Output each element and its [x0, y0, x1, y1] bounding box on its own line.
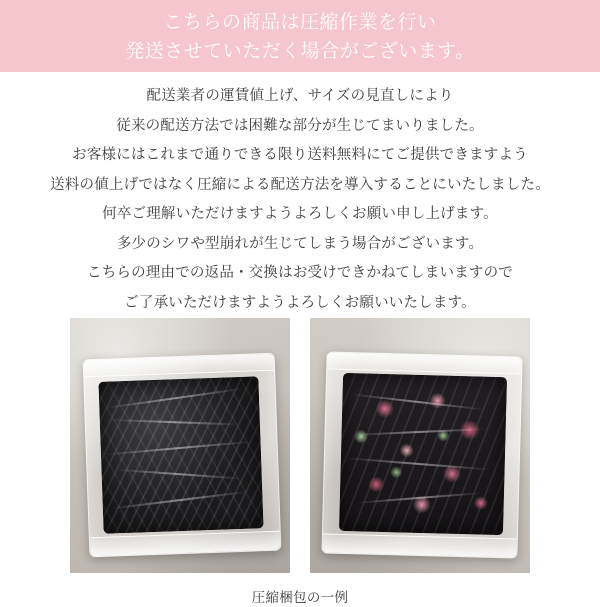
photo-caption: 圧縮梱包の一例: [251, 590, 349, 605]
bag-seal-bottom-left: [90, 531, 281, 557]
wrinkle: [347, 457, 491, 470]
photo-caption-wrap: [0, 586, 600, 607]
header-line-1: こちらの商品は圧縮作業を行い: [163, 12, 437, 33]
notice-line-6: 多少のシワや型崩れが生じてしまう場合がございます。: [116, 235, 484, 252]
wrinkle: [106, 387, 245, 408]
bag-seal-top-left: [84, 354, 274, 378]
photo-row: [0, 318, 600, 573]
wrinkle: [351, 393, 484, 410]
floral-garment: [339, 373, 507, 535]
wrinkle: [105, 441, 253, 456]
notice-line-1: 配送業者の運賃値上げ、サイズの見直しにより: [146, 88, 454, 104]
wrinkle: [356, 492, 482, 504]
notice-line-4: 送料の値上げではなく圧縮による配送方法を導入することにいたしました。: [50, 176, 550, 193]
notice-line-3: お客様にはこれまで通りできる限り送料無料にてご提供できますよう: [72, 147, 528, 163]
bag-seal-bottom-right: [322, 533, 516, 557]
wrinkle: [110, 419, 240, 426]
notice-line-8: ご了承いただけますようよろしくお願いいたします。: [124, 294, 476, 311]
notice-body: [0, 82, 600, 318]
vacuum-bag-left: [83, 353, 282, 558]
wrinkle: [111, 491, 248, 510]
header-line-2: 発送させていただく場合がございます。: [125, 41, 475, 62]
notice-line-7: こちらの理由での返品・交換はお受けできかねてしまいますので: [87, 265, 513, 281]
bag-seal-top-right: [327, 352, 521, 374]
notice-line-5: 何卒ご理解いただけますようよろしくお願い申し上げます。: [102, 206, 498, 222]
compressed-black-garment-photo: [70, 318, 290, 573]
black-garment: [98, 376, 263, 533]
notice-line-2: 従来の配送方法では困難な部分が生じてまいりました。: [116, 117, 484, 134]
wrinkle: [354, 428, 486, 436]
header-banner: [0, 0, 600, 72]
vacuum-bag-right: [321, 351, 522, 558]
compressed-floral-garment-photo: [310, 318, 530, 573]
wrinkle: [116, 469, 242, 480]
